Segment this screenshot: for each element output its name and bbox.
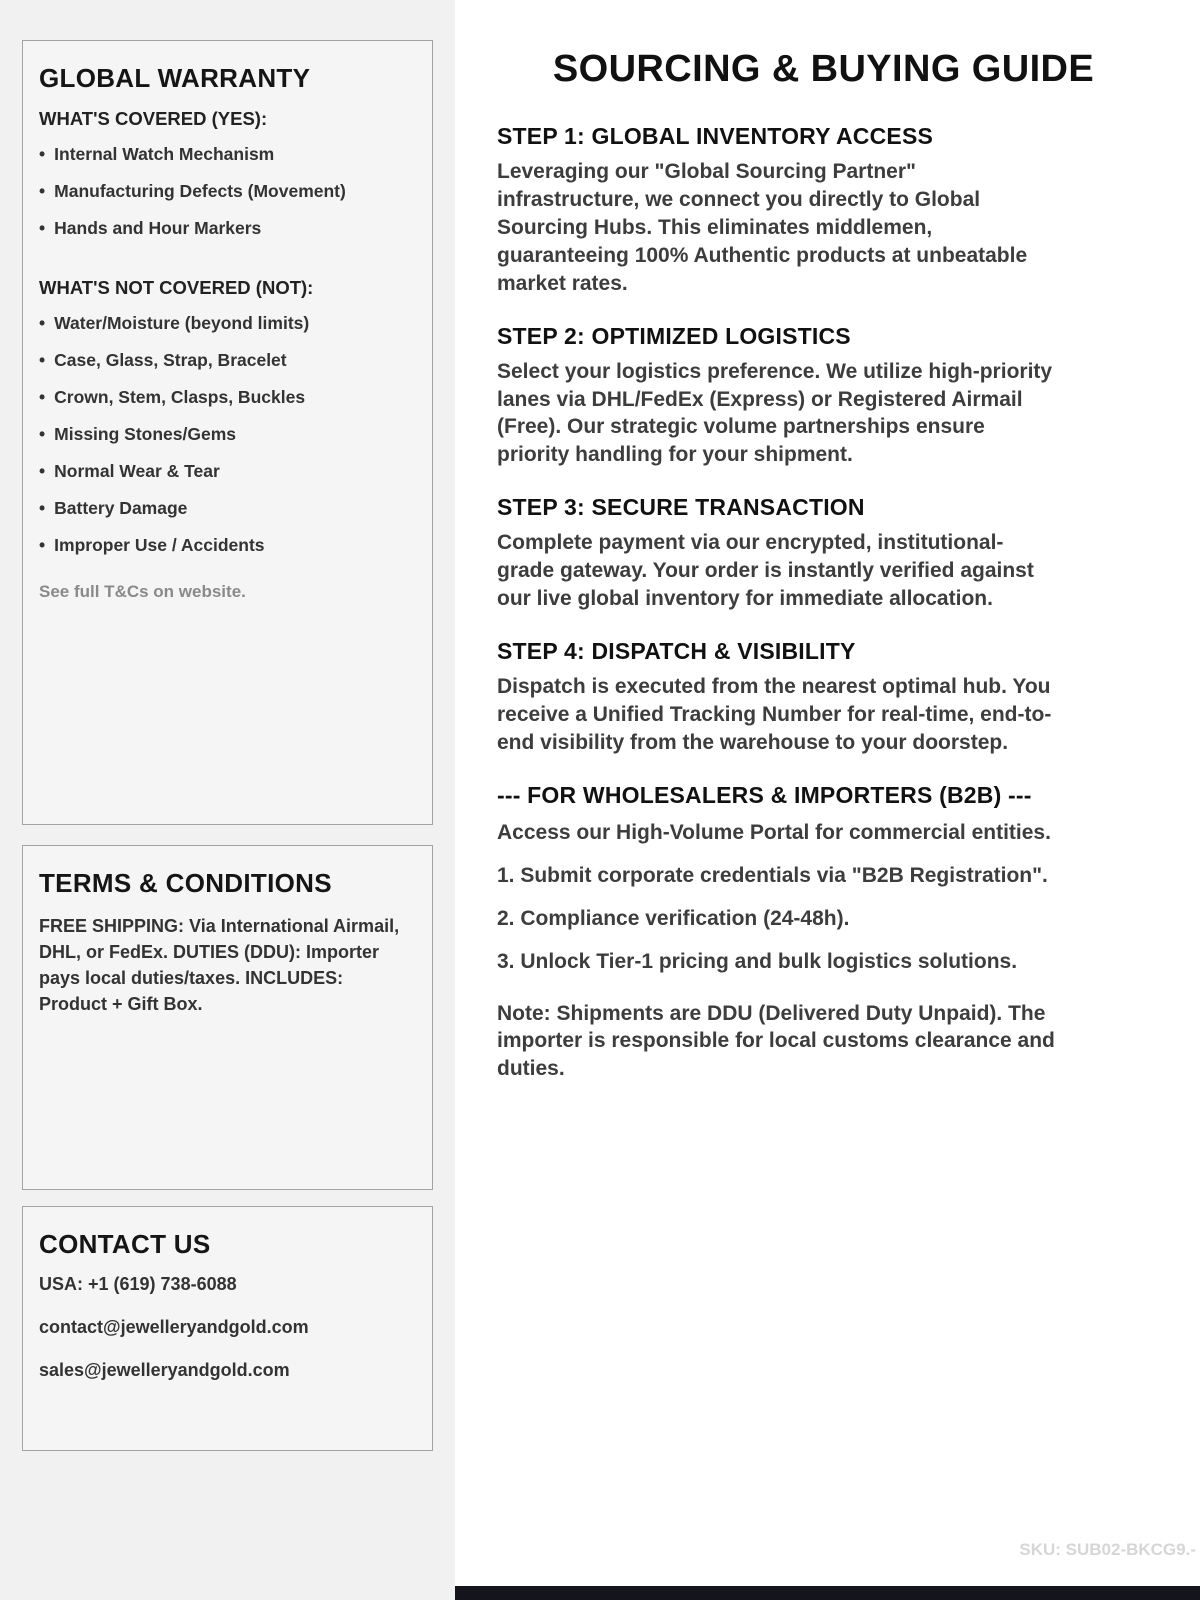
warranty-title: GLOBAL WARRANTY: [39, 63, 311, 93]
step-2: [497, 323, 1059, 470]
sidebar: [0, 0, 455, 1600]
not-covered-subhead: WHAT'S NOT COVERED (NOT):: [39, 277, 314, 298]
warranty-footnote: See full T&Cs on website.: [39, 582, 246, 601]
terms-title: TERMS & CONDITIONS: [39, 868, 332, 898]
contact-email-primary: contact@jewelleryandgold.com: [39, 1317, 309, 1337]
list-item: • Crown, Stem, Clasps, Buckles: [39, 387, 416, 408]
step-heading: STEP 4: DISPATCH & VISIBILITY: [497, 638, 856, 665]
bottom-divider-bar: [455, 1586, 1200, 1600]
contact-phone: USA: +1 (619) 738-6088: [39, 1274, 237, 1294]
list-item: • Missing Stones/Gems: [39, 424, 416, 445]
b2b-note: Note: Shipments are DDU (Delivered Duty Unpaid). The importer is responsible for local customs clearance and duties.: [497, 1001, 1055, 1081]
contact-email-sales: sales@jewelleryandgold.com: [39, 1360, 290, 1380]
contact-box: [22, 1206, 433, 1451]
step-heading: STEP 1: GLOBAL INVENTORY ACCESS: [497, 123, 934, 149]
step-body: Select your logistics preference. We utilize high-priority lanes via DHL/FedEx (Express) or Registered Airmail (Free). Our strategic volume partnerships ensure priority handling for your shipment.: [497, 359, 1053, 467]
b2b-section: [497, 782, 1077, 1083]
step-heading: STEP 3: SECURE TRANSACTION: [497, 494, 865, 521]
covered-list: [39, 144, 416, 239]
step-4: [497, 638, 1059, 757]
step-body: Complete payment via our encrypted, institutional-grade gateway. Your order is instantly verified against our live global inventory for immediate allocation.: [497, 531, 1034, 611]
step-1: [497, 123, 1059, 298]
contact-title: CONTACT US: [39, 1229, 211, 1259]
list-item: • Internal Watch Mechanism: [39, 144, 416, 165]
list-item: • Battery Damage: [39, 498, 416, 519]
list-item: • Case, Glass, Strap, Bracelet: [39, 350, 416, 371]
page-title: SOURCING & BUYING GUIDE: [552, 48, 1095, 90]
terms-body: FREE SHIPPING: Via International Airmail, DHL, or FedEx. DUTIES (DDU): Importer pays local duties/taxes. INCLUDES: Product + Gift Box.: [39, 916, 400, 1015]
warranty-box: [22, 40, 433, 825]
b2b-heading: --- FOR WHOLESALERS & IMPORTERS (B2B) ---: [497, 781, 1032, 808]
step-heading: STEP 2: OPTIMIZED LOGISTICS: [497, 322, 851, 349]
list-item: • Hands and Hour Markers: [39, 218, 416, 239]
list-item: • Improper Use / Accidents: [39, 535, 416, 556]
step-body: Dispatch is executed from the nearest optimal hub. You receive a Unified Tracking Number for real-time, end-to-end visibility from the warehouse to your doorstep.: [497, 675, 1052, 754]
b2b-step: 2. Compliance verification (24-48h).: [497, 906, 850, 930]
terms-box: [22, 845, 433, 1190]
not-covered-list: [39, 313, 416, 556]
covered-subhead: WHAT'S COVERED (YES):: [39, 108, 268, 129]
main-content: [455, 0, 1200, 1600]
step-3: [497, 494, 1059, 613]
step-body: Leveraging our "Global Sourcing Partner" infrastructure, we connect you directly to Global Sourcing Hubs. This eliminates middlemen, guaranteeing 100% Authentic products at unbeatable market rates.: [497, 160, 1028, 295]
b2b-step: 1. Submit corporate credentials via "B2B Registration".: [497, 863, 1048, 887]
b2b-step: 3. Unlock Tier-1 pricing and bulk logistics solutions.: [497, 949, 1018, 973]
list-item: • Manufacturing Defects (Movement): [39, 181, 416, 202]
list-item: • Normal Wear & Tear: [39, 461, 416, 482]
sku-label: SKU: SUB02-BKCG9.-: [1019, 1540, 1196, 1559]
list-item: • Water/Moisture (beyond limits): [39, 313, 416, 334]
b2b-intro: Access our High-Volume Portal for commercial entities.: [497, 820, 1051, 844]
